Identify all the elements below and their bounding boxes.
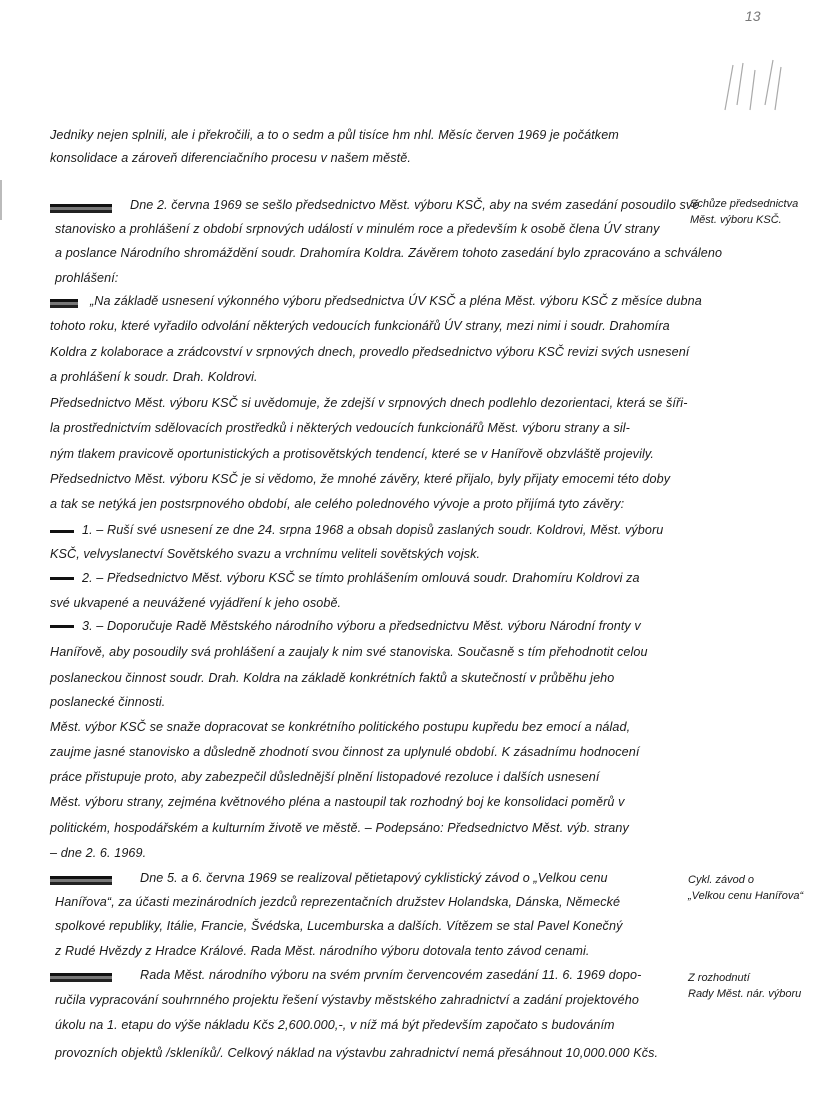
section-marker (50, 299, 78, 308)
text-line: práce přistupuje proto, aby zabezpečil důslednější plnění listopadové rezoluce i dalších usnesení (50, 770, 600, 784)
text-line: ručila vypracování souhrnného projektu řešení výstavby městského zahradnictví a zadání projektového (55, 993, 639, 1007)
text-line: Jedniky nejen splnili, ale i překročili, a to o sedm a půl tisíce hm nhl. Měsíc červen 1969 je počátkem (50, 128, 619, 142)
text-line: Dne 5. a 6. června 1969 se realizoval pětietapový cyklistický závod o „Velkou cenu (140, 871, 608, 885)
margin-note: Měst. výboru KSČ. (690, 214, 782, 226)
text-line: la prostřednictvím sdělovacích prostředků i některých vedoucích funkcionářů Měst. výboru strany a sil- (50, 421, 630, 435)
text-line: Koldra z kolaborace a zrádcovství v srpnových dnech, provedlo předsednictvo výboru KSČ revizi svých usnesení (50, 345, 690, 359)
text-line: z Rudé Hvězdy z Hradce Králové. Rada Měst. národního výboru dotovala tento závod cenami. (55, 944, 590, 958)
text-line: konsolidace a zároveň diferenciačního procesu v našem městě. (50, 151, 411, 165)
text-line: Předsednictvo Měst. výboru KSČ je si vědomo, že mnohé závěry, které přijalo, byly přijaty emocemi této doby (50, 472, 671, 486)
text-line: poslaneckou činnost soudr. Drah. Koldra na základě konkrétních faktů a skutečností v průběhu jeho (50, 671, 615, 685)
text-line: úkolu na 1. etapu do výše nákladu Kčs 2,600.000,-, v níž má být především započato s budováním (55, 1018, 615, 1032)
text-line: zaujme jasné stanovisko a důsledně zhodnotí svou činnost za uplynulé období. K zásadnímu hodnocení (50, 745, 640, 759)
text-line: Hanířově, aby posoudily svá prohlášení a zaujaly k nim své stanoviska. Současně s tím přehodnotit celou (50, 645, 648, 659)
text-line: „Na základě usnesení výkonného výboru předsednictva ÚV KSČ a pléna Měst. výboru KSČ z měsíce dubna (90, 294, 702, 308)
section-marker (50, 876, 112, 885)
text-line: Hanířova“, za účasti mezinárodních jezdců reprezentačních družstev Holandska, Dánska, Německé (55, 895, 621, 909)
text-line: Rada Měst. národního výboru na svém prvním červencovém zasedání 11. 6. 1969 dopo- (140, 968, 642, 982)
text-line: stanovisko a prohlášení z období srpnových událostí v minulém roce a především k osobě člena ÚV strany (55, 222, 660, 236)
text-line: – dne 2. 6. 1969. (50, 846, 147, 860)
margin-note: „Velkou cenu Hanířova“ (688, 890, 804, 902)
point-marker (50, 530, 74, 533)
text-line: KSČ, velvyslanectví Sovětského svazu a vrchnímu veliteli sovětských vojsk. (50, 547, 481, 561)
text-line: a tak se netýká jen postsrpnového období, ale celého polednového vývoje a proto přijímá tyto závěry: (50, 497, 625, 511)
text-line: spolkové republiky, Itálie, Francie, Švédska, Lucemburska a dalších. Vítězem se stal Pavel Konečný (55, 919, 623, 933)
text-line: prohlášení: (55, 271, 119, 285)
pencil-marks (715, 55, 790, 115)
text-line: ným tlakem pravicově oportunistických a protisovětských tendencí, které se v Hanířově obzvláště projevily. (50, 447, 654, 461)
text-line: 2. – Předsednictvo Měst. výboru KSČ se tímto prohlášením omlouvá soudr. Drahomíru Koldrovi za (82, 571, 640, 585)
text-line: Dne 2. června 1969 se sešlo předsednictvo Měst. výboru KSČ, aby na svém zasedání posoudilo své (130, 198, 700, 212)
text-line: 3. – Doporučuje Radě Městského národního výboru a předsednictvu Měst. výboru Národní fronty v (82, 619, 641, 633)
text-line: a poslance Národního shromáždění soudr. Drahomíra Koldra. Závěrem tohoto zasedání bylo zpracováno a schváleno (55, 246, 723, 260)
section-marker (50, 204, 112, 213)
text-line: Předsednictvo Měst. výboru KSČ si uvědomuje, že zdejší v srpnových dnech podlehlo dezorientaci, která se šíři- (50, 396, 688, 410)
margin-note: Rady Měst. nár. výboru (688, 988, 802, 1000)
page-number: 13 (745, 8, 761, 24)
margin-note: Cykl. závod o (688, 874, 755, 886)
margin-note: Schůze předsednictva (690, 198, 799, 210)
text-line: Měst. výbor KSČ se snaže dopracovat se konkrétního politického postupu kupředu bez emocí a nálad, (50, 720, 631, 734)
text-line: provozních objektů /skleníků/. Celkový náklad na výstavbu zahradnictví nemá přesáhnout 10,000.000 Kčs. (55, 1046, 659, 1060)
scan-edge (0, 180, 2, 220)
text-line: Měst. výboru strany, zejména květnového pléna a nastoupil tak rozhodný boj ke konsolidaci poměrů v (50, 795, 625, 809)
text-line: své ukvapené a neuvážené vyjádření k jeho osobě. (50, 596, 342, 610)
point-marker (50, 625, 74, 628)
text-line: poslanecké činnosti. (50, 695, 166, 709)
text-line: politickém, hospodářském a kulturním životě ve městě. – Podepsáno: Předsednictvo Měst. výb. strany (50, 821, 629, 835)
margin-note: Z rozhodnutí (688, 972, 750, 984)
text-line: a prohlášení k soudr. Drah. Koldrovi. (50, 370, 258, 384)
text-line: 1. – Ruší své usnesení ze dne 24. srpna 1968 a obsah dopisů zaslaných soudr. Koldrovi, Měst. výboru (82, 523, 664, 537)
text-line: tohoto roku, které vyřadilo odvolání některých vedoucích funkcionářů ÚV strany, mezi nimi i soudr. Drahomíra (50, 319, 670, 333)
section-marker (50, 973, 112, 982)
point-marker (50, 577, 74, 580)
